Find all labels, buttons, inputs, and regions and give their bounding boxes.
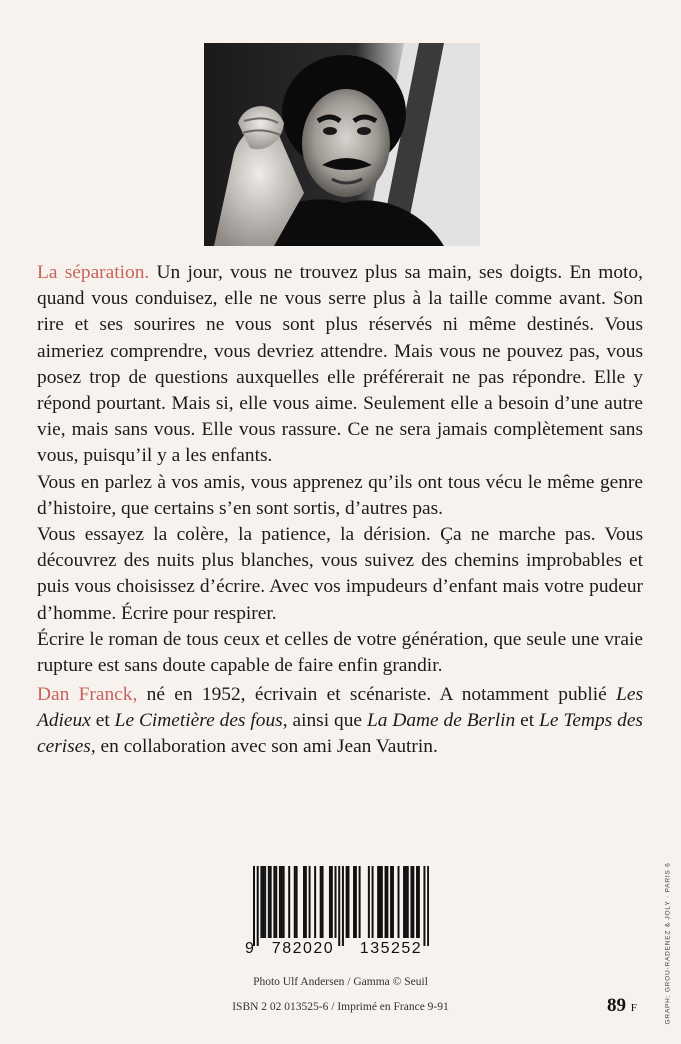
barcode-bar (275, 866, 277, 938)
blurb-paragraph-2: Vous en parlez à vos amis, vous apprenez qu’ils ont tous vécu le même genre d’histoire, que certains s’en sont sortis, d’autres pas. (37, 471, 643, 519)
bio-text-2: et (90, 710, 115, 732)
barcode-bar (322, 866, 324, 938)
barcode-group-2: 135252 (359, 940, 423, 957)
bio-text-1: né en 1952, écrivain et scénariste. A notamment publié (137, 684, 617, 705)
barcode-bar (410, 866, 412, 938)
side-credit (662, 862, 674, 1027)
barcode-bar (405, 866, 407, 938)
barcode-bar (368, 866, 370, 938)
barcode-bar (423, 866, 425, 946)
barcode-bar (281, 866, 283, 938)
barcode-bar (338, 866, 340, 946)
barcode-bar (347, 866, 349, 938)
blurb-paragraph-1 (37, 260, 643, 470)
price (607, 995, 637, 1017)
barcode-bar (386, 866, 388, 938)
barcode-bar (262, 866, 264, 938)
price-currency: F (630, 1002, 637, 1014)
barcode-bar (359, 866, 361, 938)
author-bio (37, 682, 643, 761)
barcode-bar (377, 866, 379, 938)
book-title-1: Les Adieux (37, 684, 643, 732)
barcode-bar (407, 866, 409, 938)
barcode-bar (335, 866, 337, 938)
barcode-bar (355, 866, 357, 938)
book-title-2: Le Cimetière des fous (114, 710, 283, 732)
barcode-bar (418, 866, 420, 938)
barcode-bar (273, 866, 275, 938)
barcode-bar (288, 866, 290, 938)
barcode-bar (381, 866, 383, 938)
blurb-paragraph-3: Vous essayez la colère, la patience, la dérision. Ça ne marche pas. Vous découvrez des nuits plus blanches, vous suivez des chemins improbables et puis vous choisissez d’écrire. Avec vos impudeurs d’enfant mais votre pudeur d’homme. Écrire pour respirer. (37, 524, 643, 624)
barcode-bar (331, 866, 333, 938)
blurb-paragraph-1-body: Un jour, vous ne trouvez plus sa main, ses doigts. En moto, quand vous conduisez, elle ne vous serre plus à la taille comme avant. Son rire et ses sourires ne vous sont plus réservés ni même destinés. Vous aimeriez comprendre, vous devriez attendre. Mais vous ne pouvez pas, vous posez trop de questions auxquelles elle préférerait ne pas répondre. Elle y répond pourtant. Mais si, elle vous aime. Seulement elle a besoin d’une autre vie, mais sans vous. Elle vous rassure. Ce ne sera jamais complètement sans vous, puisqu’il y a les enfants. (37, 262, 643, 467)
barcode-bar (403, 866, 405, 938)
barcode-bar (346, 866, 348, 938)
bio-text-5: , en collaboration avec son ami Jean Vautrin. (90, 736, 438, 758)
side-credit-text: GRAPH: GROU-RADENEZ & JOLY · PARIS 6 (664, 862, 672, 1025)
barcode-bar (427, 866, 429, 946)
barcode-bar (398, 866, 400, 938)
barcode-bar (264, 866, 266, 938)
bio-text-4: et (515, 710, 540, 732)
barcode-bar (294, 866, 296, 938)
barcode-bar (412, 866, 414, 938)
barcode-bar (379, 866, 381, 938)
book-title-3: La Dame de Berlin (366, 710, 516, 732)
barcode-bar (283, 866, 285, 938)
barcode-bar (257, 866, 259, 946)
barcode-bar (320, 866, 322, 938)
author-name: Dan Franck, (37, 684, 138, 705)
price-value: 89 (607, 995, 626, 1016)
barcode-group-1: 782020 (271, 940, 335, 957)
barcode-bar (305, 866, 307, 938)
blurb (37, 260, 643, 679)
barcode-bar (416, 866, 418, 938)
barcode-bar (314, 866, 316, 938)
barcode-digits (245, 940, 435, 958)
barcode-bar (372, 866, 374, 938)
author-photo (204, 43, 480, 246)
isbn-line: ISBN 2 02 013525-6 / Imprimé en France 9-91 (232, 1001, 449, 1013)
barcode-bar (268, 866, 270, 938)
blurb-title: La séparation. (37, 262, 150, 283)
barcode-bar (296, 866, 298, 938)
barcode-bar (385, 866, 387, 938)
book-title-4: Le Temps des cerises (37, 710, 643, 758)
barcode-bar (353, 866, 355, 938)
barcode-bar (309, 866, 311, 938)
bio-text-3: , ainsi que (282, 710, 367, 732)
blurb-paragraph-4: Écrire le roman de tous ceux et celles de votre génération, que seule une vraie rupture est sans doute capable de faire enfin grandir. (37, 628, 643, 677)
barcode-bar (303, 866, 305, 938)
author-bio-paragraph (37, 682, 643, 761)
barcode-bar (270, 866, 272, 938)
barcode-bar (342, 866, 344, 946)
barcode-bar (253, 866, 255, 946)
barcode-bar (279, 866, 281, 938)
author-portrait-icon (204, 43, 480, 246)
barcode-bar (392, 866, 394, 938)
barcode-icon (253, 866, 429, 946)
photo-credit: Photo Ulf Andersen / Gamma © Seuil (253, 976, 428, 988)
barcode-bar (390, 866, 392, 938)
barcode-bar (329, 866, 331, 938)
barcode-lead-digit: 9 (245, 940, 256, 957)
barcode-bar (260, 866, 262, 938)
